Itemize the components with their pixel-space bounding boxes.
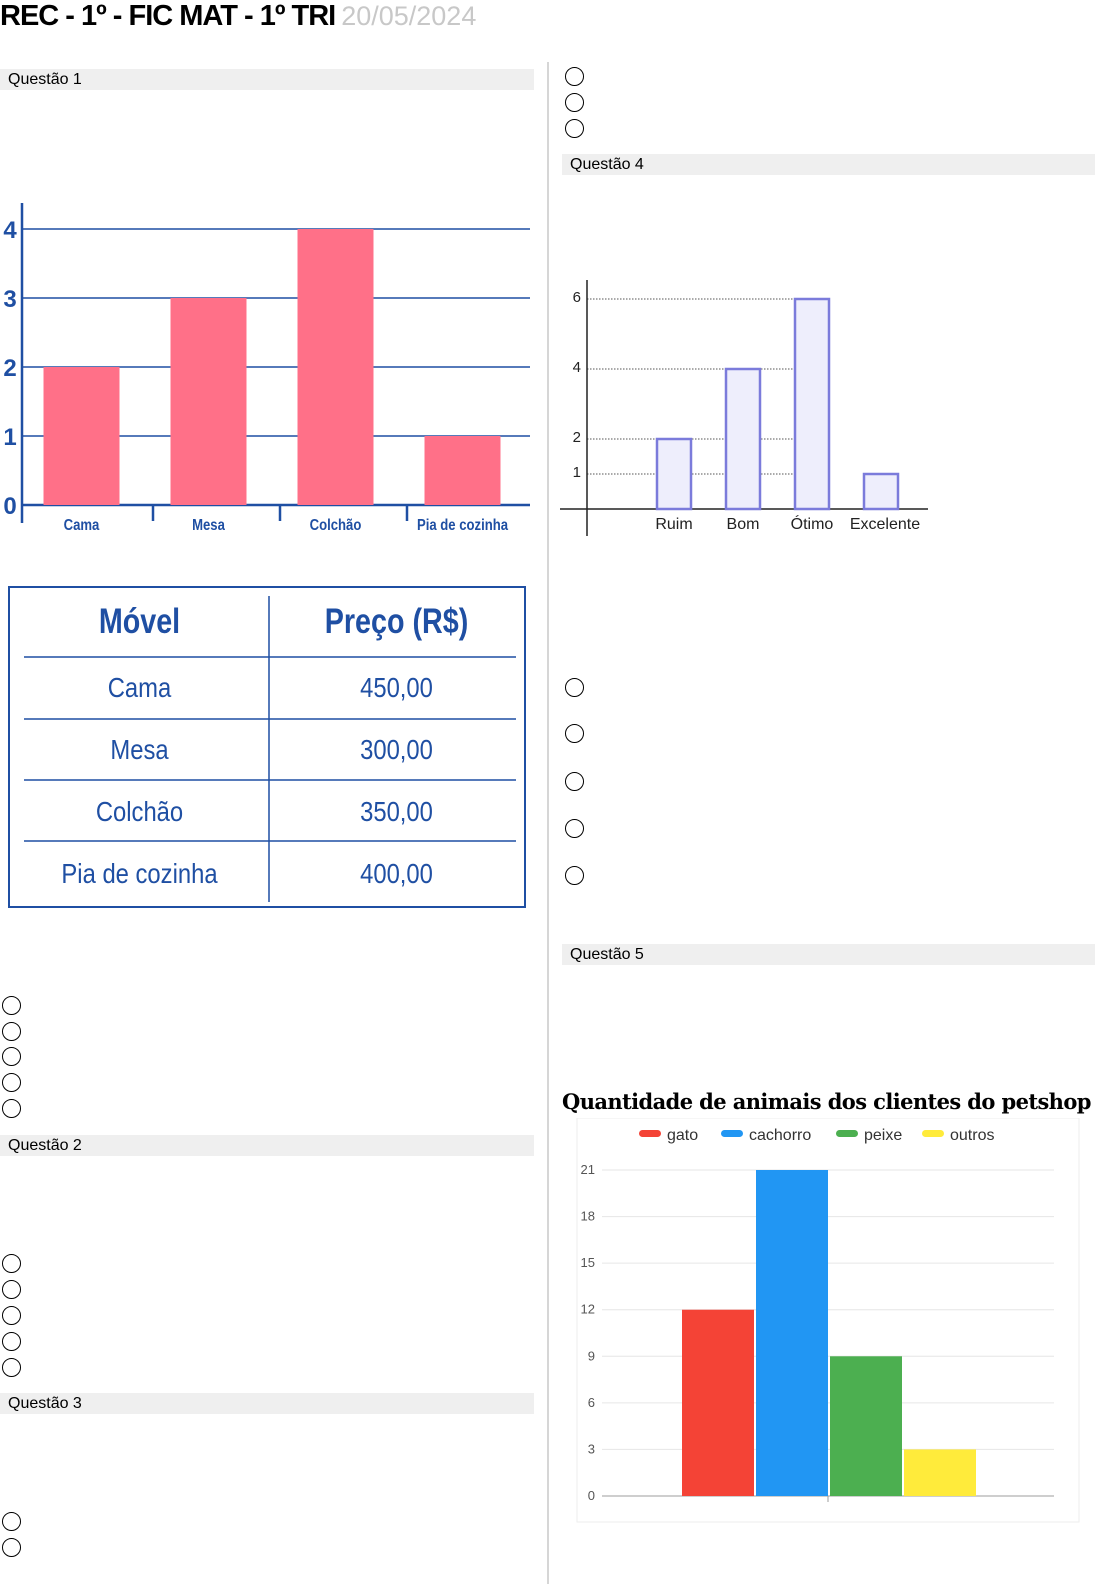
price-table-cell: 300,00 <box>360 734 433 765</box>
q1-option-b-radio[interactable] <box>2 1022 21 1041</box>
q1-option-e-radio[interactable] <box>2 1099 21 1118</box>
question-4-header: Questão 4 <box>562 154 1095 175</box>
q1-bar <box>298 229 374 505</box>
q5-y-tick-label: 21 <box>580 1162 595 1177</box>
q5-legend-label: outros <box>950 1127 995 1144</box>
q5-legend-label: cachorro <box>749 1127 812 1144</box>
q1-y-tick-label: 4 <box>3 217 17 244</box>
price-table-header-movel: Móvel <box>98 602 181 641</box>
q4-bar-chart <box>560 272 940 544</box>
q5-bar <box>756 1170 828 1496</box>
q5-y-tick-label: 9 <box>587 1348 595 1364</box>
q4-y-tick-label: 1 <box>572 464 581 481</box>
q4-y-tick-label: 6 <box>572 289 581 306</box>
q4-option-e-radio[interactable] <box>565 866 584 885</box>
question-3-header: Questão 3 <box>0 1393 534 1414</box>
price-table <box>8 586 526 908</box>
q5-y-tick-label: 3 <box>587 1441 595 1457</box>
question-5-header: Questão 5 <box>562 944 1095 965</box>
q1-y-tick-label: 0 <box>3 493 17 520</box>
page-header <box>0 0 476 38</box>
q3-option-c-radio[interactable] <box>565 67 584 86</box>
q4-x-tick-label: Excelente <box>849 516 921 533</box>
q4-x-tick-label: Bom <box>726 516 760 533</box>
q2-option-a-radio[interactable] <box>2 1254 21 1273</box>
q5-legend-swatch <box>922 1130 944 1137</box>
q4-bar <box>726 369 760 509</box>
q5-bar <box>682 1310 754 1496</box>
q1-y-tick-label: 3 <box>3 286 17 313</box>
q5-y-tick-label: 18 <box>580 1208 595 1224</box>
price-table-header-preco: Preço (R$) <box>324 602 469 641</box>
price-table-cell: Mesa <box>110 734 169 765</box>
q4-option-b-radio[interactable] <box>565 724 584 743</box>
price-table-cell: 450,00 <box>360 672 433 703</box>
q2-option-d-radio[interactable] <box>2 1332 21 1351</box>
q3-option-e-radio[interactable] <box>565 119 584 138</box>
q1-y-tick-label: 2 <box>3 355 17 382</box>
q4-option-d-radio[interactable] <box>565 819 584 838</box>
q4-y-tick-label: 2 <box>572 429 581 446</box>
exam-date: 20/05/2024 <box>341 1 477 31</box>
q5-bar-chart <box>562 1118 1082 1524</box>
q5-bar <box>830 1356 902 1496</box>
q4-x-tick-label: Ótimo <box>790 516 834 533</box>
q5-legend-label: peixe <box>864 1127 903 1144</box>
price-table-cell: 350,00 <box>360 796 433 827</box>
page-title: REC - 1º - FIC MAT - 1º TRI <box>0 0 336 32</box>
q1-bar <box>171 298 247 505</box>
q2-option-b-radio[interactable] <box>2 1280 21 1299</box>
q5-y-tick-label: 6 <box>587 1394 595 1410</box>
question-1-header: Questão 1 <box>0 69 534 90</box>
q4-bar <box>795 299 829 509</box>
q5-y-tick-label: 12 <box>580 1301 595 1317</box>
column-divider <box>547 62 549 1584</box>
q5-chart-title: Quantidade de animais dos clientes do petshop <box>562 1089 1091 1114</box>
q3-option-b-radio[interactable] <box>2 1538 21 1557</box>
q5-legend-label: gato <box>667 1127 699 1144</box>
q2-option-c-radio[interactable] <box>2 1306 21 1325</box>
q5-legend-swatch <box>721 1130 743 1137</box>
q4-bar <box>864 474 898 509</box>
q1-x-tick-label: Mesa <box>192 516 225 535</box>
q1-bar <box>425 436 501 505</box>
q5-bar <box>904 1449 976 1496</box>
q1-option-d-radio[interactable] <box>2 1073 21 1092</box>
q5-y-tick-label: 15 <box>580 1255 595 1271</box>
q4-bar <box>657 439 691 509</box>
q1-x-tick-label: Cama <box>63 516 100 535</box>
q4-option-a-radio[interactable] <box>565 678 584 697</box>
q1-y-tick-label: 1 <box>3 424 17 451</box>
q1-bar <box>44 367 120 505</box>
q3-option-d-radio[interactable] <box>565 93 584 112</box>
question-2-header: Questão 2 <box>0 1135 534 1156</box>
q2-option-e-radio[interactable] <box>2 1358 21 1377</box>
q5-legend-swatch <box>639 1130 661 1137</box>
q1-x-tick-label: Colchão <box>309 516 362 535</box>
price-table-cell: Pia de cozinha <box>61 858 218 889</box>
q4-y-tick-label: 4 <box>572 359 581 376</box>
q5-y-tick-label: 0 <box>587 1488 595 1503</box>
q4-option-c-radio[interactable] <box>565 772 584 791</box>
q5-legend-swatch <box>836 1130 858 1137</box>
price-table-cell: Cama <box>107 672 172 703</box>
q1-bar-chart <box>0 195 540 540</box>
q1-x-tick-label: Pia de cozinha <box>416 516 509 535</box>
price-table-cell: 400,00 <box>360 858 433 889</box>
q4-x-tick-label: Ruim <box>655 516 693 533</box>
q1-option-a-radio[interactable] <box>2 996 21 1015</box>
q3-option-a-radio[interactable] <box>2 1512 21 1531</box>
q1-option-c-radio[interactable] <box>2 1047 21 1066</box>
price-table-cell: Colchão <box>95 796 184 827</box>
